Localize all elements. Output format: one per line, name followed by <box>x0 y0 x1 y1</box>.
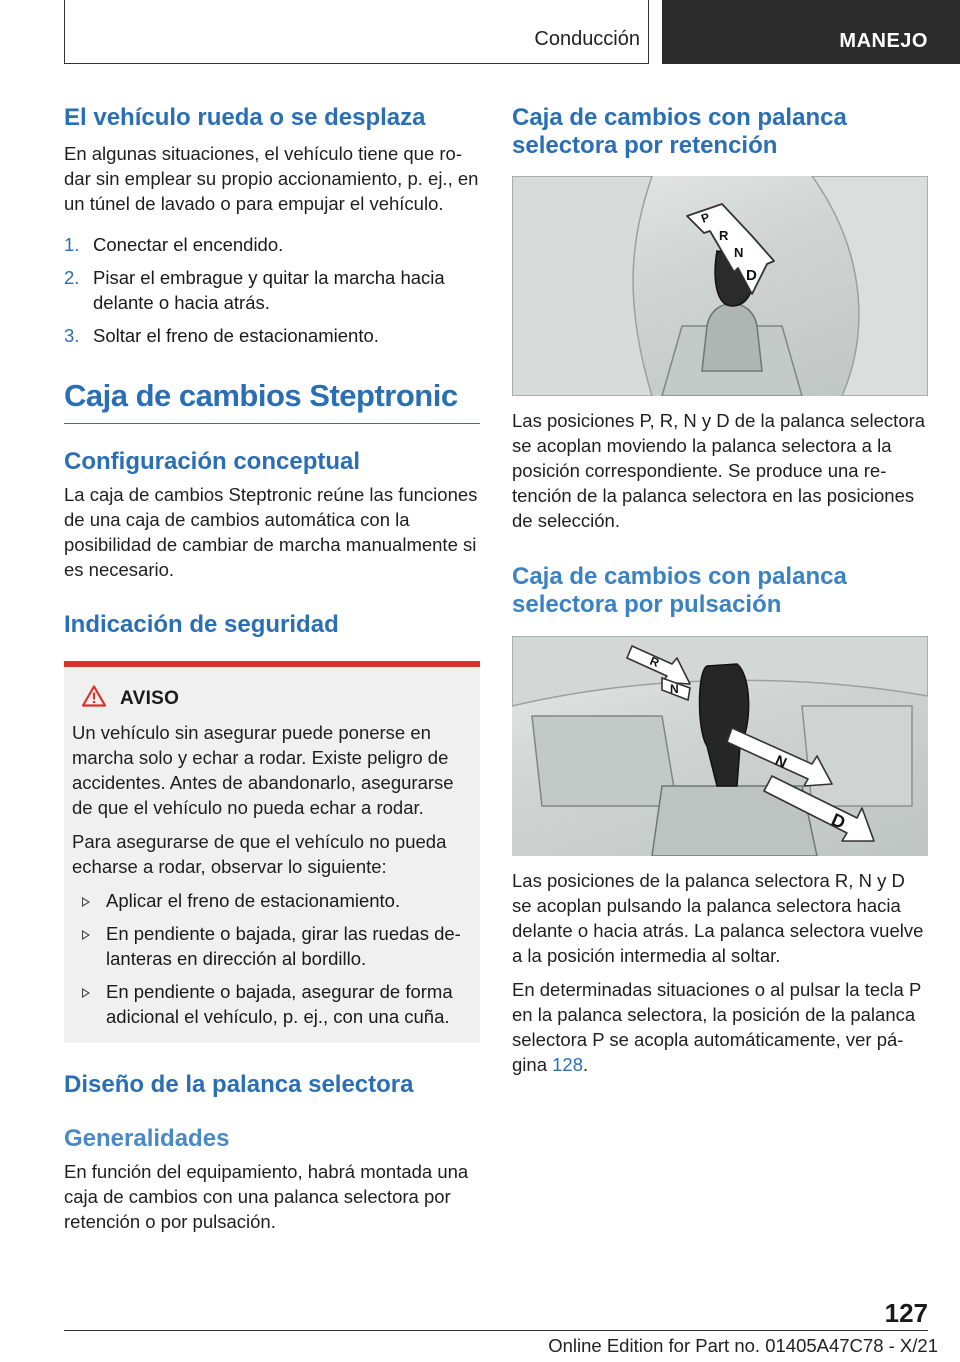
bullet-text: En pendiente o bajada, asegurar de forma adicional el vehículo, p. ej., con una cuña. <box>106 981 453 1027</box>
warning-header <box>72 685 472 712</box>
rolling-steps <box>64 232 480 348</box>
bullet-text: En pendiente o bajada, girar las ruedas delanteras en dirección al bordillo. <box>106 923 461 969</box>
header-rule-bottom <box>64 63 649 64</box>
step-text: Conectar el encendido. <box>93 234 284 255</box>
page-number: 127 <box>884 1298 928 1328</box>
section-title-general: Generalidades <box>64 1125 230 1152</box>
list-item <box>72 921 472 971</box>
list-item <box>64 232 480 257</box>
section-title-push-lever: Caja de cambios con palanca selectora por pulsación <box>512 563 847 618</box>
bullet-text: Aplicar el freno de estacionamiento. <box>106 890 401 911</box>
step-text: Pisar el embrague y quitar la marcha hacia delante o hacia atrás. <box>93 267 445 313</box>
general-body: En función del equipamiento, habrá montada una caja de cambios con una palanca selectora por retención o por pulsación. <box>64 1161 469 1232</box>
main-title-steptronic: Caja de cambios Steptronic <box>64 378 458 413</box>
push-lever-body: Las posiciones de la palanca selectora R, N y D se acoplan pulsando la palanca selectora hacia delante o hacia atrás. La palanca selectora vuelve a la posición intermedia al soltar. <box>512 870 924 966</box>
section-title-lever-design: Diseño de la palanca selectora <box>64 1071 414 1098</box>
step-number: 1. <box>64 234 80 255</box>
list-item <box>72 888 472 913</box>
concept-body: La caja de cambios Steptronic reúne las funciones de una caja de cambios automática con la posibilidad de cambiar de marcha manualmente si es necesario. <box>64 484 478 580</box>
title-underline <box>64 423 480 424</box>
push-label-d: D <box>828 809 849 833</box>
right-column <box>512 100 928 1077</box>
list-item <box>64 265 480 315</box>
warning-paragraph: Un vehículo sin asegurar puede ponerse en marcha solo y echar a rodar. Existe peligro de accidentes. Antes de abandonarlo, asegurarse de que el vehículo no pueda echar a rodar. <box>72 722 454 818</box>
body-text: En determinadas situaciones o al pulsar la tecla P en la palanca selectora, la posición de la palanca selectora P se acopla automáticamente, ver página <box>512 979 921 1075</box>
warning-title: AVISO <box>120 687 180 709</box>
header-rule-mid <box>648 0 649 64</box>
lever-label-n: N <box>734 245 744 260</box>
section-title-safety: Indicación de seguridad <box>64 611 339 638</box>
push-lever-body-2 <box>512 977 928 1077</box>
step-number: 3. <box>64 325 80 346</box>
section-title-detent-lever: Caja de cambios con palanca selectora por retención <box>512 104 847 159</box>
section-title-rolling: El vehículo rueda o se desplaza <box>64 104 426 131</box>
section-title-concept: Configuración conceptual <box>64 448 361 475</box>
footer-edition: Online Edition for Part no. 01405A47C78 - X/21 <box>548 1335 938 1356</box>
warning-bullets <box>72 888 472 1029</box>
chapter-label: MANEJO <box>839 30 928 52</box>
lever-label-p: P <box>699 209 712 226</box>
bullet-triangle-icon <box>82 897 90 907</box>
lever-label-d: D <box>746 267 757 284</box>
warning-paragraph: Para asegurarse de que el vehículo no pueda echarse a rodar, observar lo siguiente: <box>72 831 447 877</box>
list-item <box>72 979 472 1029</box>
step-number: 2. <box>64 267 80 288</box>
list-item <box>64 323 480 348</box>
header-section-title: Conducción <box>534 28 640 50</box>
bullet-triangle-icon <box>82 930 90 940</box>
push-label-n-lower: N <box>772 752 790 773</box>
lever-label-r: R <box>719 228 729 243</box>
left-column <box>64 100 480 1234</box>
body-text: . <box>583 1054 589 1075</box>
header-chapter-tab[interactable] <box>662 0 960 64</box>
footer-rule <box>64 1330 928 1331</box>
warning-box <box>64 661 480 1043</box>
push-lever-drawing <box>512 636 928 856</box>
push-lever-illustration <box>512 636 928 856</box>
push-label-r: R <box>647 653 662 671</box>
detent-lever-body: Las posiciones P, R, N y D de la palanca selectora se acoplan moviendo la palanca selectora a la posición correspondiente. Se produce una retención de la palanca selectora en las posiciones de selección. <box>512 410 926 531</box>
detent-lever-drawing <box>512 176 928 396</box>
push-label-n-upper: N <box>670 682 679 696</box>
page-reference-link[interactable]: 128 <box>552 1054 583 1075</box>
step-text: Soltar el freno de estacionamiento. <box>93 325 379 346</box>
rolling-body: En algunas situaciones, el vehículo tiene que rodar sin emplear su propio accionamiento, p. ej., en un túnel de lavado o para empujar el vehículo. <box>64 143 479 214</box>
detent-lever-illustration <box>512 176 928 396</box>
warning-triangle-icon <box>82 685 106 712</box>
header-rule-left <box>64 0 65 64</box>
bullet-triangle-icon <box>82 988 90 998</box>
